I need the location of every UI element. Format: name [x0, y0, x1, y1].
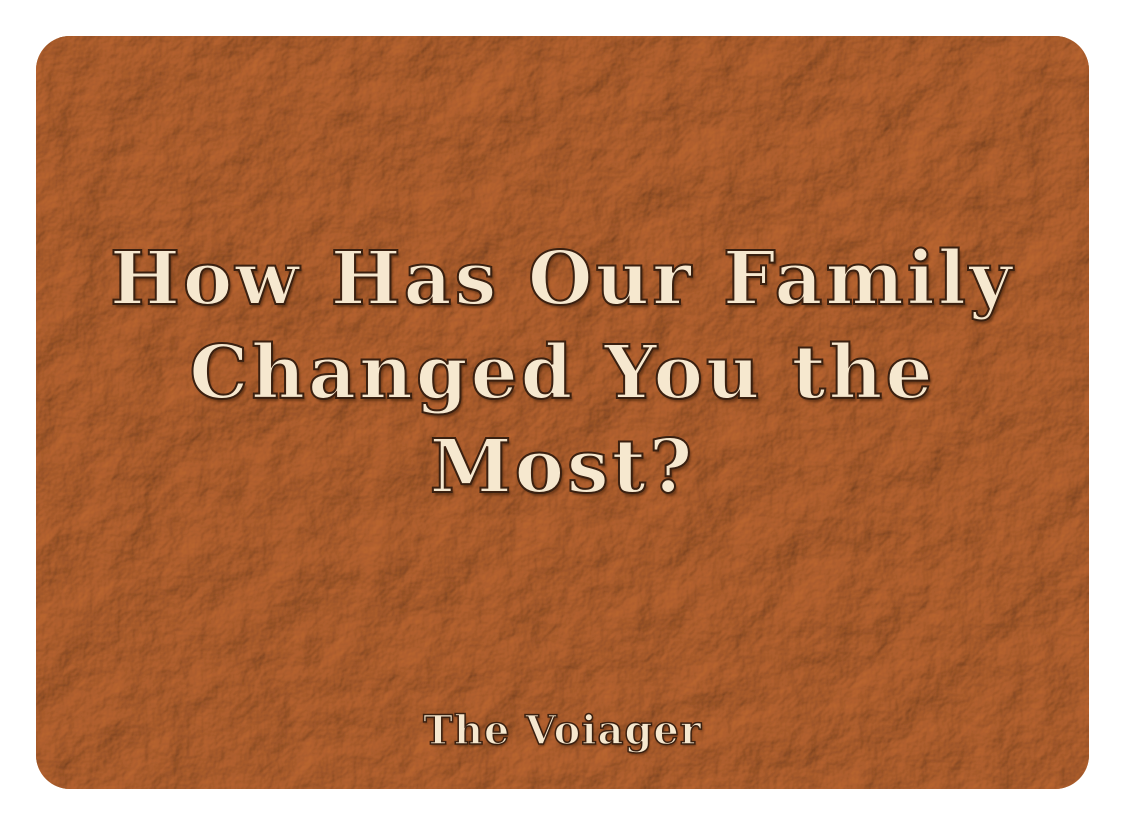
card-title-line-3: Most?: [429, 424, 696, 510]
card-title-line-2: Changed You the: [189, 330, 936, 416]
card-title-line-1: How Has Our Family: [110, 236, 1015, 322]
question-card: [36, 36, 1089, 789]
card-title: [36, 232, 1089, 514]
card-author: The Voiager: [423, 707, 702, 754]
